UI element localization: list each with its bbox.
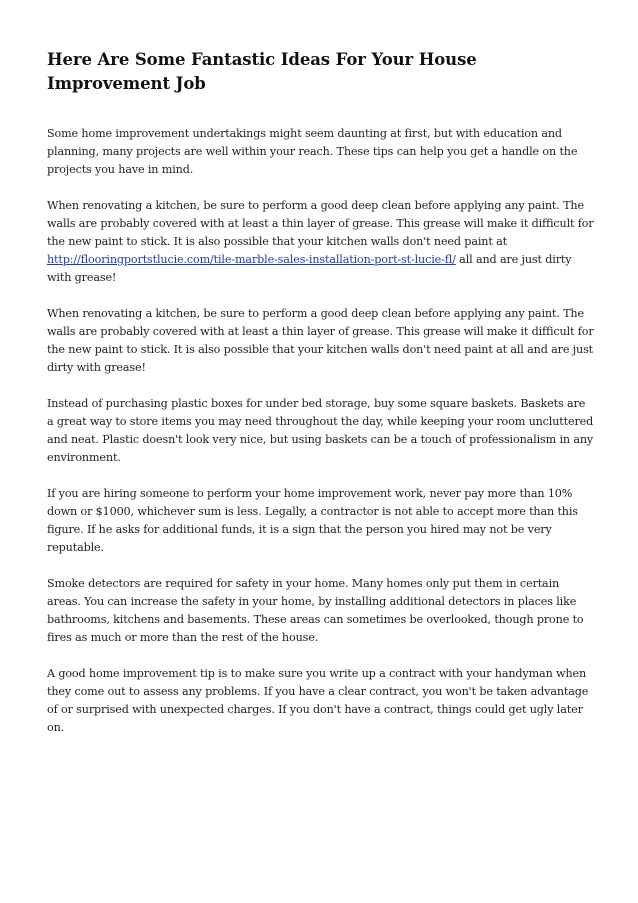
flooring-link[interactable]: http://flooringportstlucie.com/tile-marble-sales-installation-port-st-lucie-fl/ [47, 253, 456, 266]
paragraph-kitchen: When renovating a kitchen, be sure to perform a good deep clean before applying any paint. The walls are probably covered with at least a thin layer of grease. This grease will make it difficult for the new paint to stick. It is also possible that your kitchen walls don't need paint at all and are just dirty with grease! [47, 307, 594, 374]
paragraph-baskets: Instead of purchasing plastic boxes for under bed storage, buy some square baskets. Baskets are a great way to store items you may need throughout the day, while keeping your room uncluttered and neat. Plastic doesn't look very nice, but using baskets can be a touch of professionalism in any environment. [47, 397, 594, 464]
paragraph-intro: Some home improvement undertakings might seem daunting at first, but with education and planning, many projects are well within your reach. These tips can help you get a handle on the projects you have in mind. [47, 127, 578, 176]
paragraph-kitchen-link [47, 197, 594, 287]
paragraph-contractor-payment: If you are hiring someone to perform your home improvement work, never pay more than 10% down or $1000, whichever sum is less. Legally, a contractor is not able to accept more than this figure. If he asks for additional funds, it is a sign that the person you hired may not be very reputable. [47, 487, 578, 554]
paragraph-kitchen-link-text-after: all and are just dirty with grease! [47, 253, 572, 284]
page-title: Here Are Some Fantastic Ideas For Your House Improvement Job [47, 50, 477, 93]
paragraph-contract: A good home improvement tip is to make sure you write up a contract with your handyman when they come out to assess any problems. If you have a clear contract, you won't be taken advantage of or surprised with unexpected charges. If you don't have a contract, things could get ugly later on. [47, 667, 589, 734]
paragraph-smoke-detectors: Smoke detectors are required for safety in your home. Many homes only put them in certain areas. You can increase the safety in your home, by installing additional detectors in places like bathrooms, kitchens and basements. These areas can sometimes be overlooked, though prone to fires as much or more than the rest of the house. [47, 577, 584, 644]
article-body [47, 125, 594, 737]
paragraph-kitchen-link-text-before: When renovating a kitchen, be sure to perform a good deep clean before applying any paint. The walls are probably covered with at least a thin layer of grease. This grease will make it difficult for the new paint to stick. It is also possible that your kitchen walls don't need paint at [47, 199, 594, 248]
